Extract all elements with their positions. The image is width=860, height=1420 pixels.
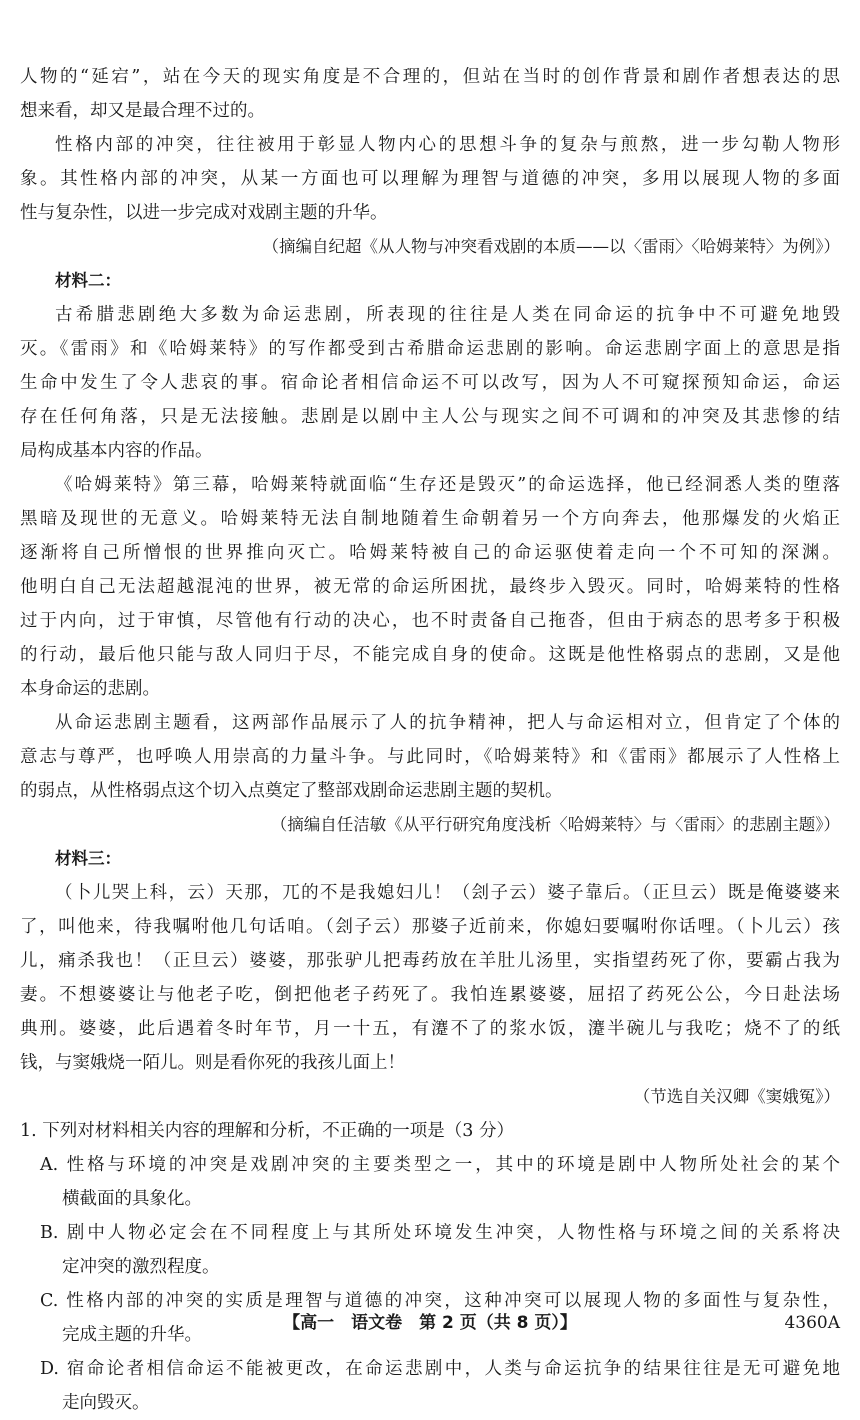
text-line: 《哈姆莱特》第三幕，哈姆莱特就面临“生存还是毁灭”的命运选择，他已经洞悉人类的堕落	[55, 475, 840, 495]
text-line: 黑暗及现世的无意义。哈姆莱特无法自制地随着生命朝着另一个方向奔去，他那爆发的火焰正	[20, 509, 840, 529]
option-b: B. 剧中人物必定会在不同程度上与其所处环境发生冲突，人物性格与环境之间的关系将决	[40, 1223, 840, 1243]
text-line: 想来看，却又是最合理不过的。	[20, 101, 265, 121]
page-number-label: 【高一 语文卷 第 2 页（共 8 页）】	[283, 1313, 577, 1333]
exam-code: 4360A	[784, 1313, 840, 1333]
material-3-heading: 材料三：	[55, 849, 121, 868]
document-page	[20, 60, 840, 1420]
text-line: 的弱点，从性格弱点这个切入点奠定了整部戏剧命运悲剧主题的契机。	[20, 781, 563, 801]
text-line: 儿，痛杀我也！（正旦云）婆婆，那张驴儿把毒药放在羊肚儿汤里，实指望药死了你，要霸占我为	[20, 951, 840, 971]
option-c-cont: 完成主题的升华。	[62, 1325, 202, 1345]
text-line: 局构成基本内容的作品。	[20, 441, 213, 461]
text-line: 逐渐将自己所憎恨的世界推向灭亡。哈姆莱特被自己的命运驱使着走向一个不可知的深渊。	[20, 543, 840, 563]
text-line: 象。其性格内部的冲突，从某一方面也可以理解为理智与道德的冲突，多用以展现人物的多面	[20, 169, 840, 189]
text-line: 本身命运的悲剧。	[20, 679, 160, 699]
source-citation-3: （节选自关汉卿《窦娥冤》）	[633, 1087, 840, 1106]
text-line: 生命中发生了令人悲哀的事。宿命论者相信命运不可以改写，因为人不可窥探预知命运，命运	[20, 373, 840, 393]
text-line: 灭。《雷雨》和《哈姆莱特》的写作都受到古希腊命运悲剧的影响。命运悲剧字面上的意思是指	[20, 339, 840, 359]
question-stem: 1. 下列对材料相关内容的理解和分析，不正确的一项是（3 分）	[20, 1121, 514, 1141]
option-a: A. 性格与环境的冲突是戏剧冲突的主要类型之一，其中的环境是剧中人物所处社会的某个	[40, 1155, 840, 1175]
text-line: 过于内向，过于审慎，尽管他有行动的决心，也不时责备自己拖沓，但由于病态的思考多于积极	[20, 611, 840, 631]
option-d-cont: 走向毁灭。	[62, 1393, 150, 1413]
source-citation-2: （摘编自任洁敏《从平行研究角度浅析〈哈姆莱特〉与〈雷雨〉的悲剧主题》）	[270, 815, 840, 834]
text-line: 人物的“延宕”，站在今天的现实角度是不合理的，但站在当时的创作背景和剧作者想表达的思	[20, 67, 840, 87]
option-b-cont: 定冲突的激烈程度。	[62, 1257, 220, 1277]
text-line: 性与复杂性，以进一步完成对戏剧主题的升华。	[20, 203, 388, 223]
text-line: 古希腊悲剧绝大多数为命运悲剧，所表现的往往是人类在同命运的抗争中不可避免地毁	[55, 305, 840, 325]
option-c: C. 性格内部的冲突的实质是理智与道德的冲突，这种冲突可以展现人物的多面性与复杂性，	[40, 1291, 840, 1311]
text-line: （卜儿哭上科，云）天那，兀的不是我媳妇儿！（刽子云）婆子靠后。（正旦云）既是俺婆婆来	[55, 883, 840, 903]
source-citation-1: （摘编自纪超《从人物与冲突看戏剧的本质——以〈雷雨〉〈哈姆莱特〉为例》）	[262, 237, 840, 256]
text-line: 从命运悲剧主题看，这两部作品展示了人的抗争精神，把人与命运相对立，但肯定了个体的	[55, 713, 840, 733]
text-line: 性格内部的冲突，往往被用于彰显人物内心的思想斗争的复杂与煎熬，进一步勾勒人物形	[55, 135, 840, 155]
text-line: 妻。不想婆婆让与他老子吃，倒把他老子药死了。我怕连累婆婆，屈招了药死公公，今日赴法场	[20, 985, 840, 1005]
text-line: 存在任何角落，只是无法接触。悲剧是以剧中主人公与现实之间不可调和的冲突及其悲惨的结	[20, 407, 840, 427]
text-line: 的行动，最后他只能与敌人同归于尽，不能完成自身的使命。这既是他性格弱点的悲剧，又是他	[20, 645, 840, 665]
page-footer	[20, 1308, 840, 1338]
material-2-heading: 材料二：	[55, 271, 121, 290]
option-a-cont: 横截面的具象化。	[62, 1189, 202, 1209]
option-d: D. 宿命论者相信命运不能被更改，在命运悲剧中，人类与命运抗争的结果往往是无可避免地	[40, 1359, 840, 1379]
text-line: 了，叫他来，待我嘱咐他几句话咱。（刽子云）那婆子近前来，你媳妇要嘱咐你话哩。（卜儿云）孩	[20, 917, 840, 937]
text-line: 意志与尊严，也呼唤人用崇高的力量斗争。与此同时，《哈姆莱特》和《雷雨》都展示了人性格上	[20, 747, 840, 767]
text-line: 典刑。婆婆，此后遇着冬时年节，月一十五，有瀽不了的浆水饭，瀽半碗儿与我吃；烧不了的纸	[20, 1019, 840, 1039]
text-line: 他明白自己无法超越混沌的世界，被无常的命运所困扰，最终步入毁灭。同时，哈姆莱特的性格	[20, 577, 840, 597]
text-line: 钱，与窦娥烧一陌儿。则是看你死的我孩儿面上！	[20, 1053, 405, 1073]
